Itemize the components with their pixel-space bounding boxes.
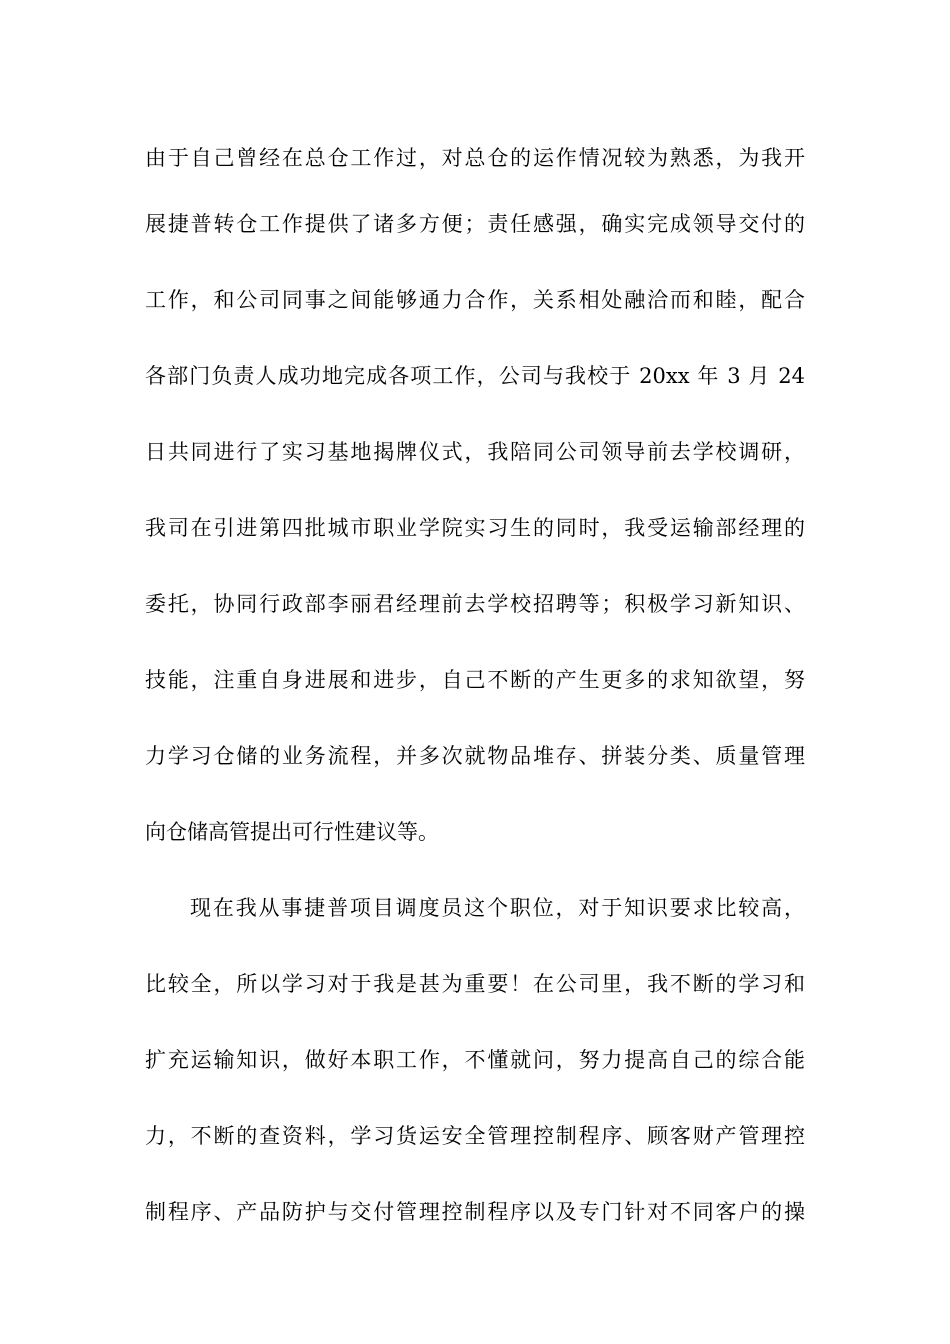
text-line: 我司在引进第四批城市职业学院实习生的同时，我受运输部经理的 — [145, 516, 805, 540]
text-line: 制程序、产品防护与交付管理控制程序以及专门针对不同客户的操 — [145, 1200, 805, 1224]
text-line: 力学习仓储的业务流程，并多次就物品堆存、拼装分类、质量管理 — [145, 744, 805, 768]
text-line: 工作，和公司同事之间能够通力合作，关系相处融洽而和睦，配合 — [145, 288, 805, 312]
text-line: 展捷普转仓工作提供了诸多方便；责任感强，确实完成领导交付的 — [145, 212, 805, 236]
text-line: 现在我从事捷普项目调度员这个职位，对于知识要求比较高， — [190, 896, 805, 920]
text-line: 各部门负责人成功地完成各项工作，公司与我校于 20xx 年 3 月 24 — [145, 364, 805, 388]
text-line: 扩充运输知识，做好本职工作，不懂就问，努力提高自己的综合能 — [145, 1048, 805, 1072]
text-line: 力，不断的查资料，学习货运安全管理控制程序、顾客财产管理控 — [145, 1124, 805, 1148]
text-line: 比较全，所以学习对于我是甚为重要！在公司里，我不断的学习和 — [145, 972, 805, 996]
text-line: 向仓储高管提出可行性建议等。 — [145, 820, 439, 844]
text-line: 日共同进行了实习基地揭牌仪式，我陪同公司领导前去学校调研， — [145, 440, 805, 464]
text-line: 技能，注重自身进展和进步，自己不断的产生更多的求知欲望，努 — [145, 668, 805, 692]
text-line: 由于自己曾经在总仓工作过，对总仓的运作情况较为熟悉，为我开 — [145, 146, 805, 170]
text-line: 委托，协同行政部李丽君经理前去学校招聘等；积极学习新知识、 — [145, 592, 805, 616]
